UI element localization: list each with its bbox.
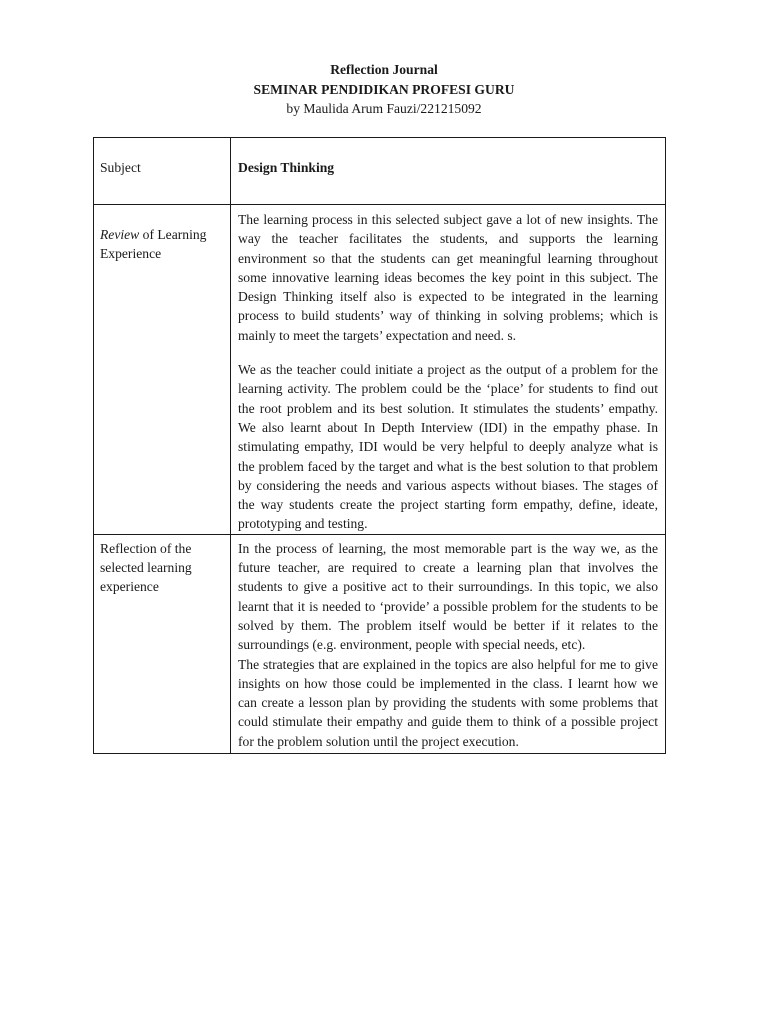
review-row (94, 205, 666, 535)
reflection-label: Reflection of the selected learning experience (94, 534, 231, 753)
reflection-row (94, 534, 666, 753)
subject-value: Design Thinking (238, 160, 335, 176)
subject-row (94, 138, 666, 205)
author-line: by Maulida Arum Fauzi/221215092 (286, 101, 482, 116)
document-title: Reflection Journal (330, 62, 438, 77)
subject-label: Subject (94, 138, 231, 205)
review-paragraph-2: We as the teacher could initiate a project as the output of a problem for the learning activity. The problem could be the ‘place’ for students to find out the root problem and its best solution. It stimulates the students’ empathy. We also learnt about In Depth Interview (IDI) in the empathy phase. In stimulating empathy, IDI would be very helpful to deeply analyze what is the problem faced by the target and what is the best solution to that problem by considering the needs and various aspects without biases. The stages of the way students create the project starting form empathy, define, ideate, prototyping and testing. (238, 362, 658, 532)
review-label-italic: Review (100, 227, 140, 242)
review-label-rest: of Learning Experience (100, 227, 207, 262)
reflection-paragraph-2: The strategies that are explained in the topics are also helpful for me to give insights on how those could be implemented in the class. I learnt how we can create a lesson plan by providing the students with some problems that could stimulate their empathy and guide them to think of a possible project for the problem solution until the project execution. (238, 656, 658, 749)
reflection-paragraph-1: In the process of learning, the most memorable part is the way we, as the future teacher, are required to create a learning plan that involves the students to give a positive act to their surroundings. In this topic, we also learnt that it is needed to ‘provide’ a possible problem for the students to be solved by them. The problem itself would be better if it relates to the surroundings (e.g. environment, people with special needs, etc). (238, 540, 658, 653)
review-label (94, 205, 231, 535)
review-content (231, 205, 666, 535)
review-paragraph-1: The learning process in this selected subject gave a lot of new insights. The way the teacher facilitates the students, and supports the learning environment so that the students can get meaningful learning throughout some innovative learning ideas becomes the key point in this subject. The Design Thinking itself also is expected to be integrated in the learning process to build students’ way of thinking in solving problems; which is mainly to meet the targets’ expectation and need. s. (238, 212, 658, 343)
subject-cell (231, 138, 666, 205)
reflection-content (231, 534, 666, 753)
reflection-table (93, 137, 666, 754)
document-subtitle: SEMINAR PENDIDIKAN PROFESI GURU (253, 81, 515, 97)
document-header (0, 60, 768, 119)
